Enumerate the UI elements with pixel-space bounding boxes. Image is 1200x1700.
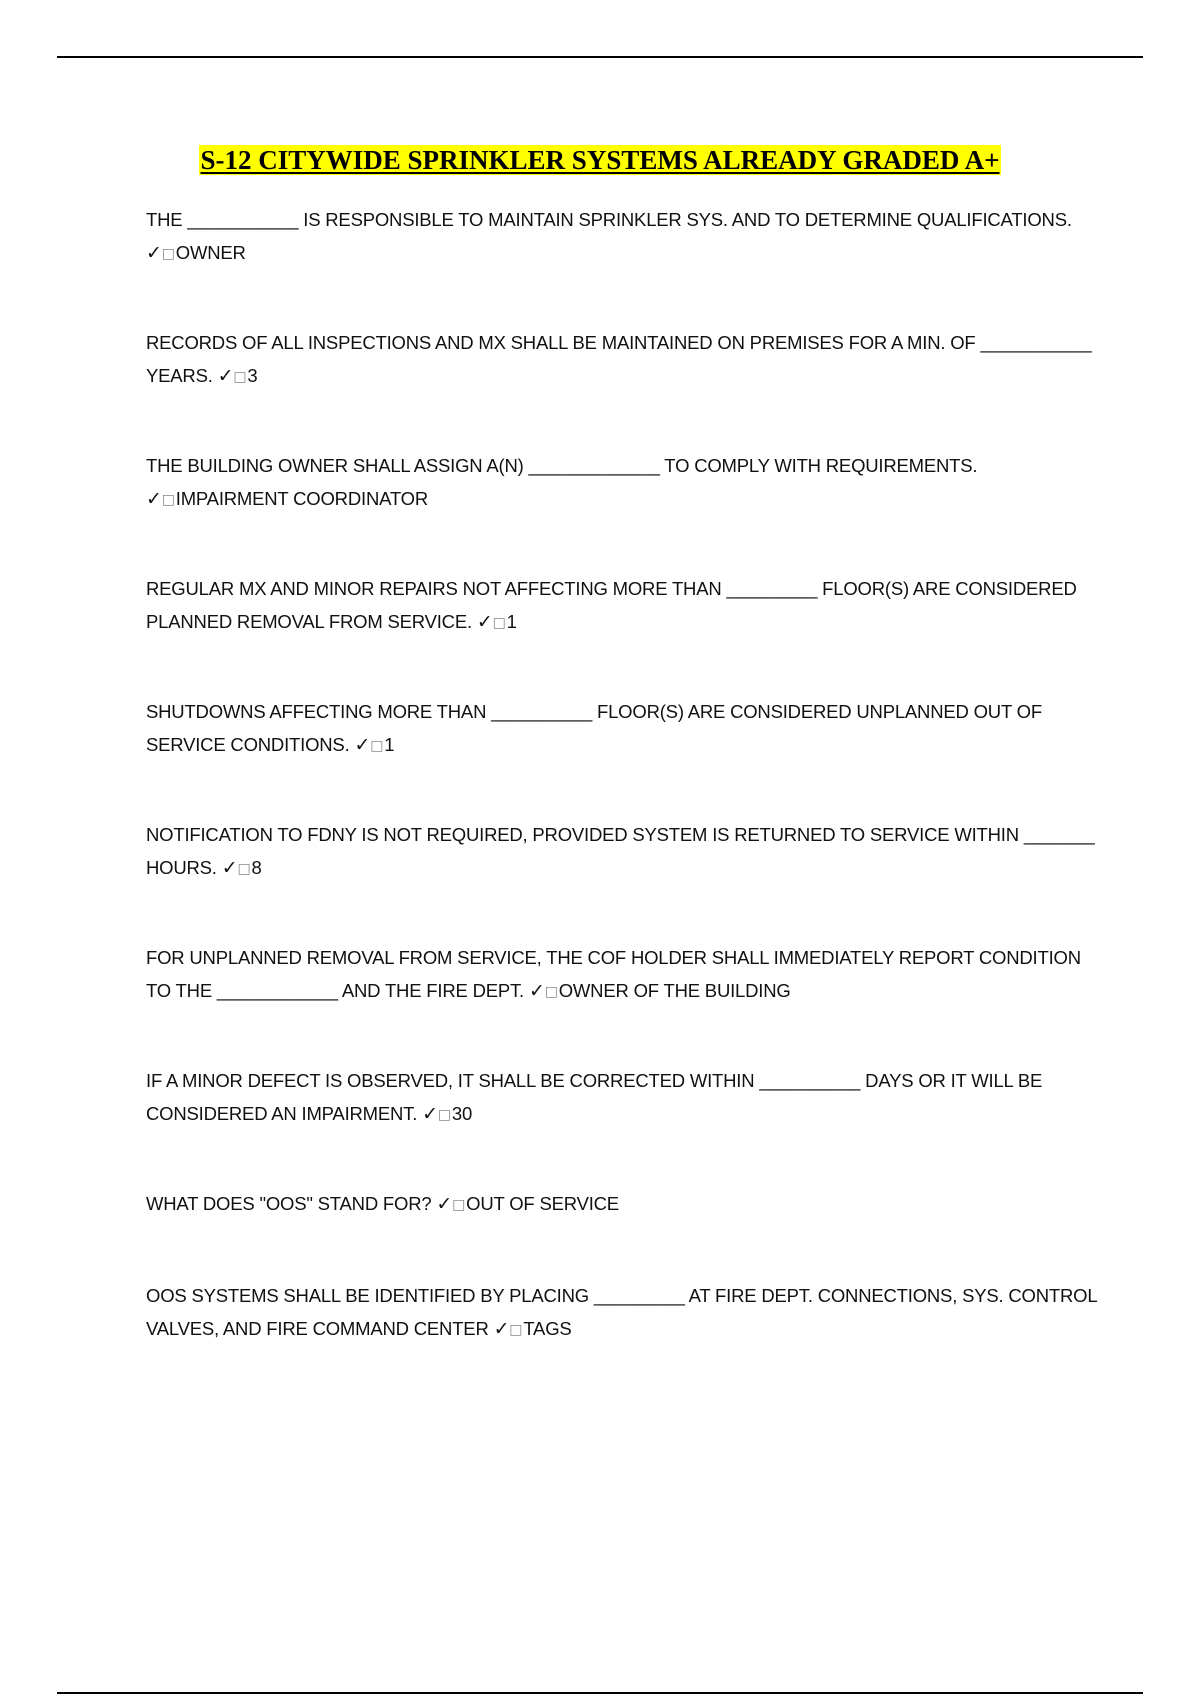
- checkmark-icon: ✓: [528, 979, 545, 1002]
- box-icon: □: [492, 614, 506, 631]
- answer-text: OUT OF SERVICE: [466, 1193, 619, 1214]
- question-item: [146, 573, 1106, 640]
- checkmark-icon: ✓: [436, 1193, 453, 1215]
- question-item: [146, 1188, 1106, 1223]
- document-title: S-12 CITYWIDE SPRINKLER SYSTEMS ALREADY GRADED A+: [200, 145, 1000, 175]
- answer-text: IMPAIRMENT COORDINATOR: [175, 487, 428, 509]
- checkmark-icon: ✓: [422, 1102, 438, 1125]
- question-item: [146, 696, 1106, 763]
- question-item: [146, 450, 1106, 517]
- question-text: FOR UNPLANNED REMOVAL FROM SERVICE, THE COF HOLDER SHALL IMMEDIATELY REPORT CONDITION TO THE ____________ AND THE FIRE DEPT.: [146, 947, 1081, 1001]
- checkmark-icon: ✓: [146, 241, 162, 264]
- answer-text: OWNER: [175, 241, 246, 263]
- top-rule: [57, 56, 1143, 58]
- box-icon: □: [437, 1106, 451, 1123]
- answer-text: 1: [384, 733, 395, 755]
- answer-text: 30: [451, 1102, 473, 1124]
- answer-text: TAGS: [523, 1317, 572, 1339]
- box-icon: □: [233, 368, 247, 385]
- checkmark-icon: ✓: [354, 733, 371, 756]
- question-item: [146, 1280, 1106, 1347]
- question-item: [146, 819, 1106, 886]
- box-icon: □: [237, 860, 251, 877]
- question-text: REGULAR MX AND MINOR REPAIRS NOT AFFECTING MORE THAN _________ FLOOR(S) ARE CONSIDERED PLANNED REMOVAL FROM SERVICE.: [146, 578, 1077, 632]
- question-text: OOS SYSTEMS SHALL BE IDENTIFIED BY PLACING _________ AT FIRE DEPT. CONNECTIONS, SYS. CONTROL VALVES, AND FIRE COMMAND CENTER: [146, 1285, 1097, 1339]
- question-item: [146, 1065, 1106, 1132]
- answer-text: 8: [251, 856, 262, 878]
- box-icon: □: [509, 1321, 523, 1338]
- box-icon: □: [161, 491, 175, 508]
- bottom-rule: [57, 1692, 1143, 1694]
- question-text: RECORDS OF ALL INSPECTIONS AND MX SHALL BE MAINTAINED ON PREMISES FOR A MIN. OF ___________ YEARS.: [146, 332, 1092, 386]
- checkmark-icon: ✓: [221, 856, 238, 879]
- question-text: SHUTDOWNS AFFECTING MORE THAN __________ FLOOR(S) ARE CONSIDERED UNPLANNED OUT OF SERVICE CONDITIONS.: [146, 701, 1042, 755]
- title-block: [0, 145, 1200, 176]
- question-text: NOTIFICATION TO FDNY IS NOT REQUIRED, PROVIDED SYSTEM IS RETURNED TO SERVICE WITHIN _______ HOURS.: [146, 824, 1095, 878]
- box-icon: □: [544, 983, 558, 1000]
- box-icon: □: [370, 737, 384, 754]
- question-text: IF A MINOR DEFECT IS OBSERVED, IT SHALL BE CORRECTED WITHIN __________ DAYS OR IT WILL BE CONSIDERED AN IMPAIRMENT.: [146, 1070, 1043, 1124]
- checkmark-icon: ✓: [476, 610, 493, 633]
- answer-text: 1: [506, 610, 517, 632]
- box-icon: □: [161, 245, 175, 262]
- checkmark-icon: ✓: [493, 1317, 510, 1340]
- question-item: [146, 327, 1106, 394]
- checkmark-icon: ✓: [217, 364, 234, 387]
- question-item: [146, 204, 1106, 271]
- question-item: [146, 942, 1106, 1009]
- question-text: WHAT DOES "OOS" STAND FOR?: [146, 1193, 437, 1214]
- question-text: THE BUILDING OWNER SHALL ASSIGN A(N) _____________ TO COMPLY WITH REQUIREMENTS.: [146, 455, 978, 476]
- checkmark-icon: ✓: [146, 487, 162, 510]
- answer-text: 3: [247, 364, 258, 386]
- question-text: THE ___________ IS RESPONSIBLE TO MAINTAIN SPRINKLER SYS. AND TO DETERMINE QUALIFICATIONS.: [146, 209, 1072, 230]
- box-icon: □: [452, 1197, 466, 1213]
- answer-text: OWNER OF THE BUILDING: [558, 979, 791, 1001]
